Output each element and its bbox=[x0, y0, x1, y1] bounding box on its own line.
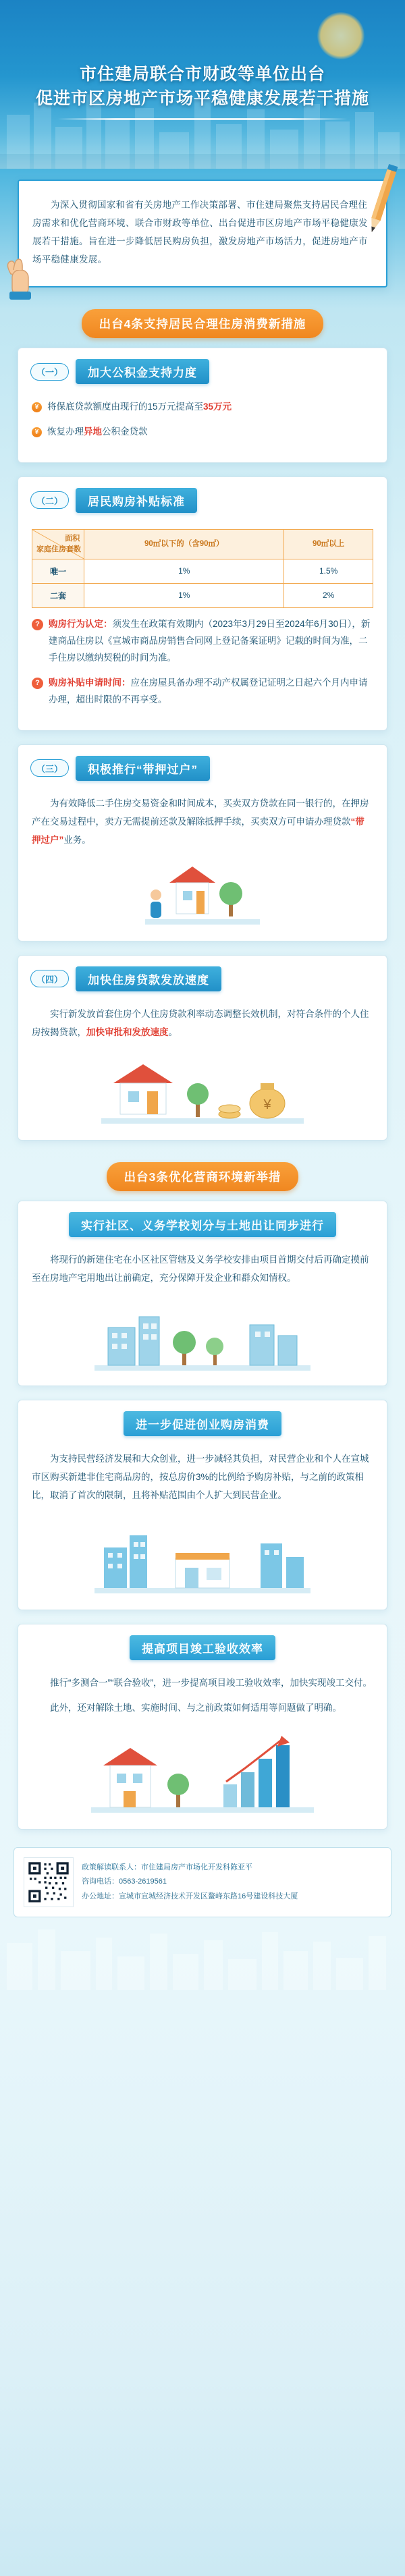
footer-line-2: 咨询电话：0563-2619561 bbox=[82, 1878, 167, 1886]
house-icon bbox=[113, 1064, 173, 1114]
card-3-head bbox=[18, 745, 387, 785]
card-1-bullet-2-text: 恢复办理异地公积金贷款 bbox=[47, 426, 148, 437]
card-1-bullet-1-text: 将保底贷款额度由现行的15万元提高至35万元 bbox=[47, 402, 232, 412]
card-2-note-2-lead: 购房补贴申请时间： bbox=[49, 677, 131, 688]
table-row-1-label: 唯一 bbox=[32, 559, 84, 583]
shop-icon bbox=[176, 1553, 230, 1588]
card-2-note-1-lead: 购房行为认定： bbox=[49, 618, 113, 629]
card-2-note-1 bbox=[32, 616, 373, 667]
card-7-title: 提高项目竣工验收效率 bbox=[130, 1635, 275, 1660]
card-1-bullet-1 bbox=[32, 399, 373, 416]
card-7-head bbox=[18, 1624, 387, 1664]
page-title-line-1: 市住建局联合市财政等单位出台 bbox=[79, 65, 325, 84]
bottom-skyline-illustration bbox=[0, 1909, 405, 1990]
card-item-1 bbox=[18, 348, 387, 463]
pen-icon bbox=[360, 162, 401, 243]
card-4-illustration bbox=[32, 1048, 373, 1126]
card-5-head bbox=[18, 1201, 387, 1241]
card-item-5 bbox=[18, 1201, 387, 1386]
community-buildings-illustration bbox=[94, 1298, 310, 1372]
card-5-title: 实行社区、义务学校划分与土地出让同步进行 bbox=[69, 1212, 336, 1237]
card-2-note-1-text: 须发生在政策有效期内（2023年3月29日至2024年6月30日），新建商品住房以《宣城市商品房销售合同网上登记备案证明》记载的时间为准，二手住房以缴纳契税的时间为准。 bbox=[49, 618, 371, 663]
card-5-body bbox=[18, 1241, 387, 1372]
card-2-note-2 bbox=[32, 675, 373, 709]
table-row-1-cell-2: 1.5% bbox=[284, 559, 373, 583]
card-item-4 bbox=[18, 955, 387, 1141]
house-icon bbox=[169, 867, 215, 914]
tree-icon bbox=[187, 1083, 209, 1117]
card-2-note-2-text: 应在房屋具备办理不动产权属登记证明之日起六个月内申请办理，超出时限的不再享受。 bbox=[49, 677, 368, 705]
table-row-2-cell-2: 2% bbox=[284, 583, 373, 607]
footer-contact-card bbox=[14, 1847, 392, 1917]
house-icon bbox=[103, 1748, 157, 1807]
card-2-head bbox=[18, 477, 387, 517]
card-1-head bbox=[18, 348, 387, 388]
card-6-head bbox=[18, 1400, 387, 1440]
page-header bbox=[0, 0, 405, 169]
card-2-body bbox=[18, 517, 387, 709]
page-title-line-2: 促进市区房地产市场平稳健康发展若干措施 bbox=[35, 89, 369, 109]
card-6-title: 进一步促进创业购房消费 bbox=[124, 1411, 281, 1436]
card-6-body bbox=[18, 1440, 387, 1596]
house-and-money-illustration bbox=[101, 1052, 304, 1126]
person-icon bbox=[151, 889, 161, 918]
table-corner-row-label: 家庭住房套数 bbox=[36, 545, 81, 554]
table-corner-col-label: 面积 bbox=[65, 534, 80, 543]
card-2-number: （二） bbox=[30, 491, 69, 509]
card-4-head bbox=[18, 956, 387, 995]
intro-text: 为深入贯彻国家和省有关房地产工作决策部署、市住建局聚焦支持居民合理住房需求和优化营商环境、联合市财政等单位、出台促进市区房地产市场平稳健康发展若干措施。旨在进一步降低居民购房负担，激发房地产市场活力，促进房地产市场平稳健康发展。 bbox=[32, 200, 368, 265]
card-6-illustration bbox=[32, 1511, 373, 1596]
coins-icon bbox=[219, 1105, 240, 1118]
card-4-title: 加快住房贷款发放速度 bbox=[76, 966, 221, 991]
intro-card bbox=[18, 180, 387, 287]
house-transfer-illustration bbox=[145, 860, 260, 927]
card-1-bullet-2 bbox=[32, 424, 373, 441]
section-1-band bbox=[78, 309, 327, 338]
header-title-block bbox=[0, 0, 405, 120]
card-4-body bbox=[18, 995, 387, 1126]
card-2-title: 居民购房补贴标准 bbox=[76, 488, 197, 513]
footer-text-block bbox=[82, 1861, 298, 1904]
card-3-illustration bbox=[32, 856, 373, 927]
card-3-paragraph: 为有效降低二手住房交易资金和时间成本，买卖双方贷款在同一银行的，在押房产在交易过程中，卖方无需提前还款及解除抵押手续，买卖双方可申请办理贷款“带押过户”业务。 bbox=[32, 798, 369, 845]
card-item-2 bbox=[18, 476, 387, 731]
hand-icon bbox=[1, 250, 36, 306]
card-5-illustration bbox=[32, 1294, 373, 1372]
card-7-paragraph: 推行“多测合一”“联合验收”，进一步提高项目竣工验收效率，加快实现竣工交付。 bbox=[50, 1677, 372, 1688]
footer-line-1: 政策解读联系人：市住建局房产市场化开发科陈亚平 bbox=[82, 1863, 252, 1871]
table-header-col-1: 90㎡以下的（含90㎡） bbox=[84, 529, 284, 559]
title-underline bbox=[57, 118, 348, 120]
tree-icon bbox=[173, 1331, 223, 1365]
card-1-body bbox=[18, 388, 387, 441]
card-6-paragraph: 为支持民营经济发展和大众创业，进一步减轻其负担，对民营企业和个人在宣城市区购买新建非住宅商品房的，按总房价3%的比例给予购房补贴，与之前的政策相比，取消了首次的限制，且将补贴范围由个人扩大到民营企业。 bbox=[32, 1453, 369, 1500]
bullet-dot-icon: ¥ bbox=[32, 427, 42, 437]
money-bag-icon bbox=[250, 1083, 285, 1118]
question-mark-icon: ? bbox=[32, 619, 43, 630]
tree-icon bbox=[167, 1774, 189, 1807]
card-4-paragraph: 实行新发放首套住房个人住房贷款利率动态调整长效机制，对符合条件的个人住房按揭贷款，加快审批和发放速度。 bbox=[32, 1008, 369, 1037]
card-3-title: 积极推行“带押过户” bbox=[76, 756, 210, 781]
card-item-3 bbox=[18, 744, 387, 941]
subsidy-table bbox=[32, 529, 373, 608]
card-item-6 bbox=[18, 1400, 387, 1610]
table-row-2-cell-1: 1% bbox=[84, 583, 284, 607]
table-row bbox=[32, 583, 373, 607]
section-1-band-label: 出台4条支持居民合理住房消费新措施 bbox=[82, 309, 324, 338]
qr-code-icon[interactable] bbox=[24, 1857, 74, 1907]
growth-chart-illustration bbox=[91, 1728, 314, 1815]
card-7-body bbox=[18, 1664, 387, 1815]
table-row-1-cell-1: 1% bbox=[84, 559, 284, 583]
card-1-title: 加大公积金支持力度 bbox=[76, 359, 209, 384]
footer-line-3: 办公地址：宣城市宣城经济技术开发区鳌峰东路16号建设科技大厦 bbox=[82, 1892, 298, 1900]
card-1-number: （一） bbox=[30, 363, 69, 381]
svg-text:¥: ¥ bbox=[263, 1097, 271, 1112]
intro-zone bbox=[0, 169, 405, 287]
table-row-2-label: 二套 bbox=[32, 583, 84, 607]
table-corner-header bbox=[32, 529, 84, 559]
city-illustration bbox=[94, 1515, 310, 1596]
card-item-7 bbox=[18, 1624, 387, 1830]
card-7-paragraph-2: 此外，还对解除土地、实施时间、与之前政策如何适用等问题做了明确。 bbox=[50, 1702, 342, 1713]
card-3-number: （三） bbox=[30, 759, 69, 777]
bullet-dot-icon: ¥ bbox=[32, 402, 42, 412]
section-2-band-label: 出台3条优化营商环境新举措 bbox=[107, 1162, 299, 1191]
bar-chart-icon bbox=[223, 1736, 290, 1807]
question-mark-icon: ? bbox=[32, 678, 43, 689]
section-2-band bbox=[78, 1162, 327, 1191]
card-3-body bbox=[18, 785, 387, 927]
card-5-paragraph: 将现行的新建住宅在小区社区管辖及义务学校安排由项目首期交付后再确定摸前至在房地产宅用地出让前确定，充分保障开发企业和群众知情权。 bbox=[32, 1254, 369, 1283]
table-header-col-2: 90㎡以上 bbox=[284, 529, 373, 559]
card-7-illustration bbox=[32, 1724, 373, 1815]
tree-icon bbox=[219, 882, 242, 916]
card-4-number: （四） bbox=[30, 970, 69, 987]
table-row bbox=[32, 559, 373, 583]
